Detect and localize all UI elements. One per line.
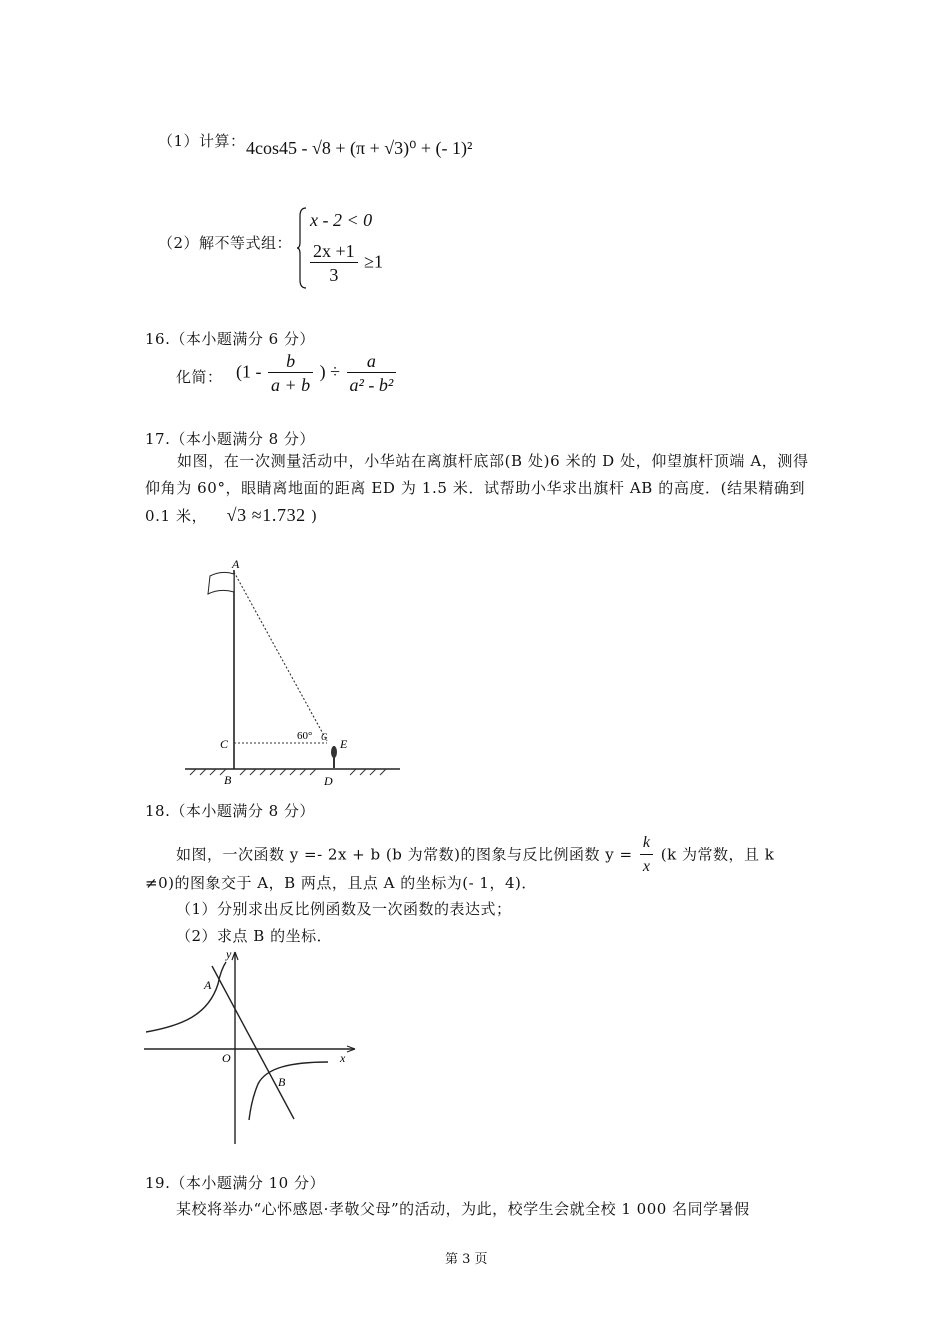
inequality-denominator: 3 [329,265,339,285]
hyperbola-branch-right [249,1062,328,1120]
hyperbola-branch-left [146,962,226,1032]
q18-body-line2: ≠0)的图象交于 A，B 两点，且点 A 的坐标为(- 1，4)． [145,874,537,892]
inequality-rhs: ≥1 [364,251,384,272]
inequality-numerator: 2x +1 [310,240,358,263]
q16-header: 16.（本小题满分 6 分） [145,330,315,348]
q16-frac1-den: a + b [271,375,311,395]
q16-frac2-num: a [347,350,397,373]
q16-frac2-den: a² - b² [349,375,394,395]
flagpole-figure [180,556,410,786]
label-B: B [278,1075,286,1089]
q16-label: 化简： [176,368,223,386]
label-D: D [324,774,333,786]
q17-body-text: 如图，在一次测量活动中，小华站在离旗杆底部(B 处)6 米的 D 处，仰望旗杆顶端 A，测得仰角为 60°，眼睛离地面的距离 ED 为 1.5 米．试帮助小华求出旗杆 AB 的高度．(结果精确到 0.1 米， [145,452,809,525]
sight-line [234,572,327,741]
label-y: y [226,947,232,961]
q15-part1-label: （1）计算： [158,132,246,150]
q17-hint-close: ) [311,507,318,525]
inequality-line1: x - 2 < 0 [310,210,373,230]
q15-part1-expression: 4cos45 - √8 + (π + √3)⁰ + (- 1)² [246,138,473,158]
q18-item1: （1）分别求出反比例函数及一次函数的表达式； [176,900,512,918]
label-A: A [204,978,212,992]
q16-expr-start: (1 - [236,361,262,382]
q17-body [145,448,810,530]
q17-header: 17.（本小题满分 8 分） [145,430,315,448]
ground-hatching [190,769,386,775]
label-E: E [340,737,348,751]
q18-line1-end: (k 为常数，且 k [660,845,775,864]
q18-header: 18.（本小题满分 8 分） [145,802,315,820]
q18-line1-start: 如图，一次函数 y =- 2x + b (b 为常数)的图象与反比例函数 y = [176,845,633,864]
brace-icon [296,206,308,290]
label-A: A [232,557,240,571]
function-graph-figure [140,944,365,1149]
linear-function-line [212,966,294,1119]
angle-label: 60° [297,730,313,742]
label-O: O [222,1051,231,1065]
inequality-line2 [308,240,383,287]
q19-body: 某校将举办“心怀感恩·孝敬父母”的活动，为此，校学生会就全校 1 000 名同学暑假 [176,1200,750,1218]
q19-header: 19.（本小题满分 10 分） [145,1174,325,1192]
label-B: B [224,773,232,786]
q17-hint: √3 ≈1.732 [226,505,306,525]
q18-frac-den: x [642,858,651,875]
page-number: 第 3 页 [445,1252,488,1267]
label-x: x [340,1051,346,1065]
q18-item2: （2）求点 B 的坐标． [176,927,333,945]
q18-frac-num: k [640,832,654,855]
label-C: C [220,737,229,751]
label-G: G [321,732,328,742]
q16-expression [236,350,398,397]
q16-frac1-num: b [268,350,313,373]
q15-part2-label: （2）解不等式组： [158,234,293,252]
flag-icon [208,572,234,594]
q16-operator: ) ÷ [319,361,341,382]
